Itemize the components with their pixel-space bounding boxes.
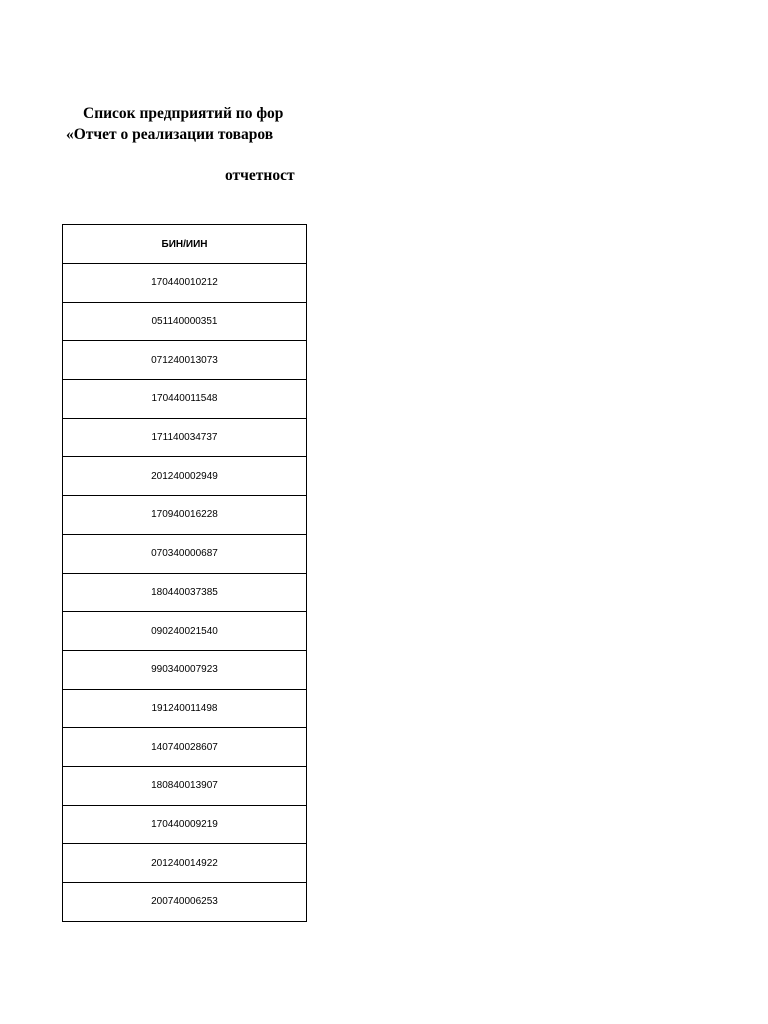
table-row xyxy=(63,883,307,922)
table-row xyxy=(63,302,307,341)
bin-iin-cell: 071240013073 xyxy=(63,341,307,380)
table-row xyxy=(63,457,307,496)
bin-iin-cell: 170440009219 xyxy=(63,805,307,844)
bin-iin-cell: 201240014922 xyxy=(63,844,307,883)
table-row xyxy=(63,844,307,883)
bin-iin-cell: 051140000351 xyxy=(63,302,307,341)
table-row xyxy=(63,612,307,651)
bin-iin-cell: 180440037385 xyxy=(63,573,307,612)
table-row xyxy=(63,573,307,612)
visible-area xyxy=(0,0,307,1024)
table-row xyxy=(63,341,307,380)
bin-iin-cell: 170440011548 xyxy=(63,380,307,419)
table-row xyxy=(63,728,307,767)
bin-iin-cell: 180840013907 xyxy=(63,766,307,805)
column-header-bin-iin: БИН/ИИН xyxy=(63,225,307,264)
bin-iin-cell: 170940016228 xyxy=(63,496,307,535)
bin-iin-cell: 990340007923 xyxy=(63,650,307,689)
table-row xyxy=(63,418,307,457)
title-line-2: «Отчет о реализации товаров xyxy=(66,126,274,143)
bin-iin-cell: 171140034737 xyxy=(63,418,307,457)
table-row xyxy=(63,689,307,728)
table-row xyxy=(63,534,307,573)
bin-iin-cell: 191240011498 xyxy=(63,689,307,728)
table-row xyxy=(63,496,307,535)
table-row xyxy=(63,650,307,689)
table-row xyxy=(63,380,307,419)
title-line-3: отчетност xyxy=(225,167,295,184)
bin-iin-cell: 140740028607 xyxy=(63,728,307,767)
bin-iin-cell: 090240021540 xyxy=(63,612,307,651)
table-row xyxy=(63,805,307,844)
bin-iin-cell: 170440010212 xyxy=(63,264,307,303)
bin-iin-table xyxy=(62,224,307,922)
table-header-row xyxy=(63,225,307,264)
bin-iin-cell: 201240002949 xyxy=(63,457,307,496)
title-line-1: Список предприятий по фор xyxy=(83,105,284,122)
table-row xyxy=(63,264,307,303)
bin-iin-cell: 200740006253 xyxy=(63,883,307,922)
table-row xyxy=(63,766,307,805)
bin-iin-cell: 070340000687 xyxy=(63,534,307,573)
